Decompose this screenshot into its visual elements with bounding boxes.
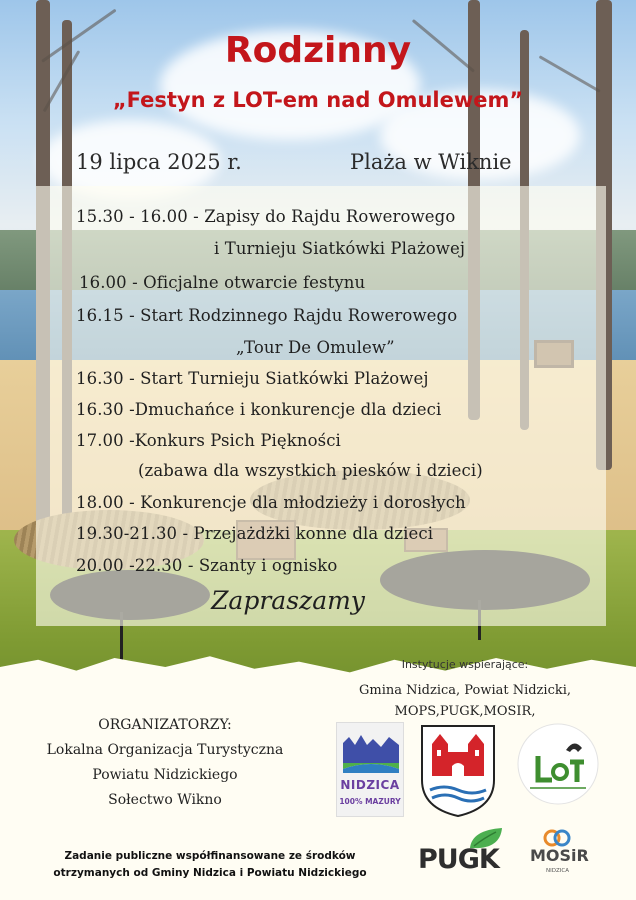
- program-line: (zabawa dla wszystkich piesków i dzieci): [138, 461, 483, 480]
- program-line: 20.00 -22.30 - Szanty i ognisko: [76, 556, 338, 575]
- invite-text: [0, 586, 636, 615]
- title-festyn: „Festyn z LOT-em nad Omulewem”: [112, 88, 524, 112]
- funding-line: otrzymanych od Gminy Nidzica i Powiatu Nidzickiego: [53, 867, 367, 879]
- program-line: i Turnieju Siatkówki Plażowej: [214, 239, 466, 258]
- event-place: Plaża w Wiknie: [350, 150, 512, 174]
- support-line: Gmina Nidzica, Powiat Nidzicki,: [358, 683, 572, 698]
- program-line: 15.30 - 16.00 - Zapisy do Rajdu Rowerowego: [76, 207, 456, 226]
- nidzica-graphic-icon: [337, 723, 405, 778]
- support-heading: Instytucje wspierające:: [401, 658, 529, 671]
- nidzica-wordmark: NIDZICA: [340, 778, 400, 792]
- program-line: 16.00 - Oficjalne otwarcie festynu: [79, 273, 366, 292]
- nidzica-tagline: 100% MAZURY: [339, 797, 401, 806]
- title-rodzinny: Rodzinny: [224, 30, 412, 71]
- organizer-line: Lokalna Organizacja Turystyczna: [46, 742, 284, 758]
- event-date: 19 lipca 2025 r.: [76, 150, 242, 174]
- mosir-city: NIDZICA: [546, 868, 569, 874]
- support-line: MOPS,PUGK,MOSIR,: [394, 704, 536, 719]
- nidzica-crest-icon: [418, 720, 498, 820]
- funding-line: Zadanie publiczne współfinansowane ze środków: [64, 850, 356, 862]
- funding-note: [40, 848, 380, 882]
- invite-label: Zapraszamy: [211, 586, 365, 615]
- program-line: 19.30-21.30 - Przejażdżki konne dla dzieci: [76, 524, 434, 543]
- organizers-heading: ORGANIZATORZY:: [98, 717, 232, 733]
- lot-logo: [516, 722, 600, 806]
- support-list: [350, 680, 580, 722]
- organizer-line: Sołectwo Wikno: [108, 792, 222, 808]
- pugk-logo: [414, 826, 506, 878]
- program-line: 16.30 - Start Turnieju Siatkówki Plażowej: [76, 369, 429, 388]
- mosir-logo: [520, 826, 600, 882]
- pugk-wordmark: PUGK: [418, 844, 499, 875]
- organizer-line: Powiatu Nidzickiego: [92, 767, 238, 783]
- program-line: 17.00 -Konkurs Psich Piękności: [76, 431, 341, 450]
- program-line: 16.30 -Dmuchańce i konkurencje dla dzieci: [76, 400, 442, 419]
- mosir-wordmark: MOSiR: [530, 846, 589, 865]
- program-line: „Tour De Omulew”: [236, 338, 395, 357]
- program-line: 16.15 - Start Rodzinnego Rajdu Rowerowego: [76, 306, 458, 325]
- program-line: 18.00 - Konkurencje dla młodzieży i dorosłych: [76, 493, 466, 512]
- nidzica-logo: [336, 722, 404, 817]
